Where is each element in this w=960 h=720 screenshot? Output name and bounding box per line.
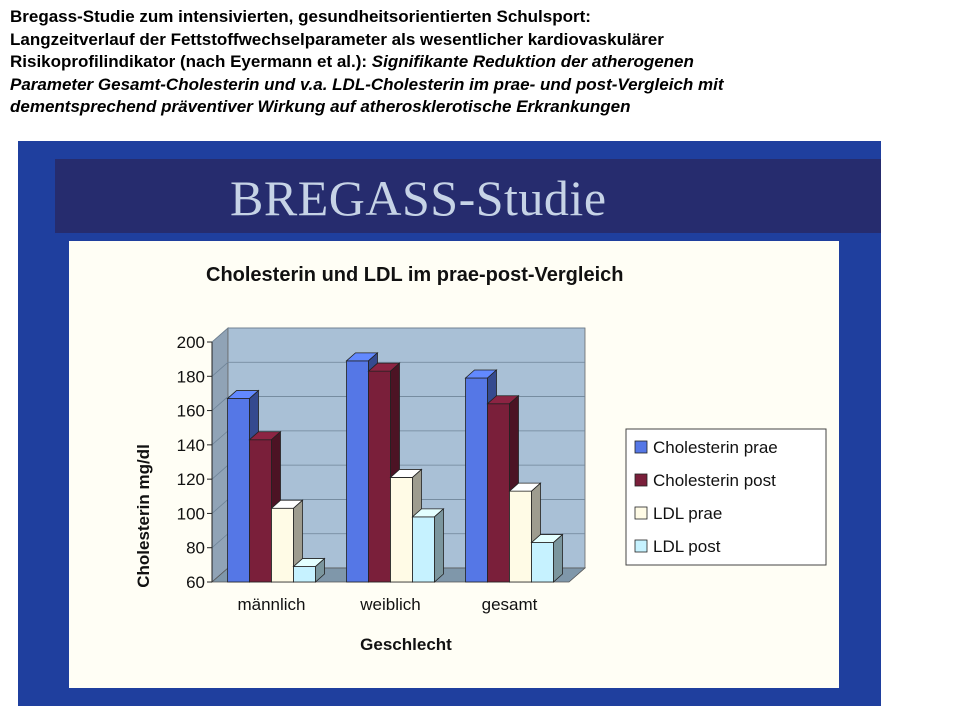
bar — [347, 361, 369, 582]
caption — [10, 6, 950, 119]
y-tick-label: 200 — [176, 333, 205, 352]
y-tick-label: 120 — [176, 470, 205, 490]
legend-swatch — [635, 540, 647, 552]
legend — [626, 429, 826, 565]
y-axis-label: Cholesterin mg/dl — [134, 444, 153, 588]
caption-line-3-italic: Signifikante Reduktion der atherogenen — [371, 52, 694, 71]
side-wall — [212, 328, 228, 582]
bar — [391, 477, 413, 582]
legend-swatch — [635, 474, 647, 486]
chart-title: Cholesterin und LDL im prae-post-Vergleich — [206, 264, 624, 286]
bar — [466, 378, 488, 582]
caption-line-3 — [10, 51, 950, 74]
legend-label: LDL post — [653, 537, 721, 556]
caption-line-1: Bregass-Studie zum intensivierten, gesundheitsorientierten Schulsport: — [10, 7, 591, 26]
slide-title: BREGASS-Studie — [230, 170, 607, 226]
caption-line-4: Parameter Gesamt-Cholesterin und v.a. LDL-Cholesterin im prae- und post-Vergleich mit — [10, 74, 724, 94]
slide — [18, 141, 881, 706]
y-tick-label: 180 — [176, 367, 205, 387]
y-tick-label: 100 — [176, 504, 205, 524]
x-axis-label: Geschlecht — [360, 635, 452, 654]
x-tick-label: männlich — [237, 595, 306, 614]
bar — [413, 517, 435, 582]
y-tick-label: 80 — [186, 538, 205, 558]
y-tick-label: 160 — [176, 401, 205, 421]
legend-label: Cholesterin post — [653, 471, 776, 490]
legend-label: LDL prae — [653, 504, 723, 523]
legend-swatch — [635, 507, 647, 519]
y-tick-label: 140 — [176, 435, 205, 455]
bar — [250, 440, 272, 582]
bar-side — [435, 509, 444, 582]
plot-area — [177, 328, 585, 614]
legend-swatch — [635, 441, 647, 453]
x-tick-label: weiblich — [360, 595, 421, 614]
bar — [294, 567, 316, 582]
bar — [228, 399, 250, 582]
bar — [532, 543, 554, 582]
y-tick-label: 60 — [186, 573, 205, 592]
chart-panel — [69, 241, 839, 688]
bar — [272, 508, 294, 582]
chart-svg — [69, 241, 839, 688]
bar — [369, 371, 391, 582]
x-tick-label: gesamt — [481, 595, 538, 614]
legend-label: Cholesterin prae — [653, 438, 778, 457]
bar-side — [554, 535, 563, 582]
caption-line-2: Langzeitverlauf der Fettstoffwechselparameter als wesentlicher kardiovaskulärer — [10, 29, 664, 49]
caption-line-3-plain: Risikoprofilindikator (nach Eyermann et al.): — [10, 52, 372, 71]
bar — [488, 404, 510, 582]
bar — [510, 491, 532, 582]
caption-line-5: dementsprechend präventiver Wirkung auf atherosklerotische Erkrankungen — [10, 97, 631, 116]
